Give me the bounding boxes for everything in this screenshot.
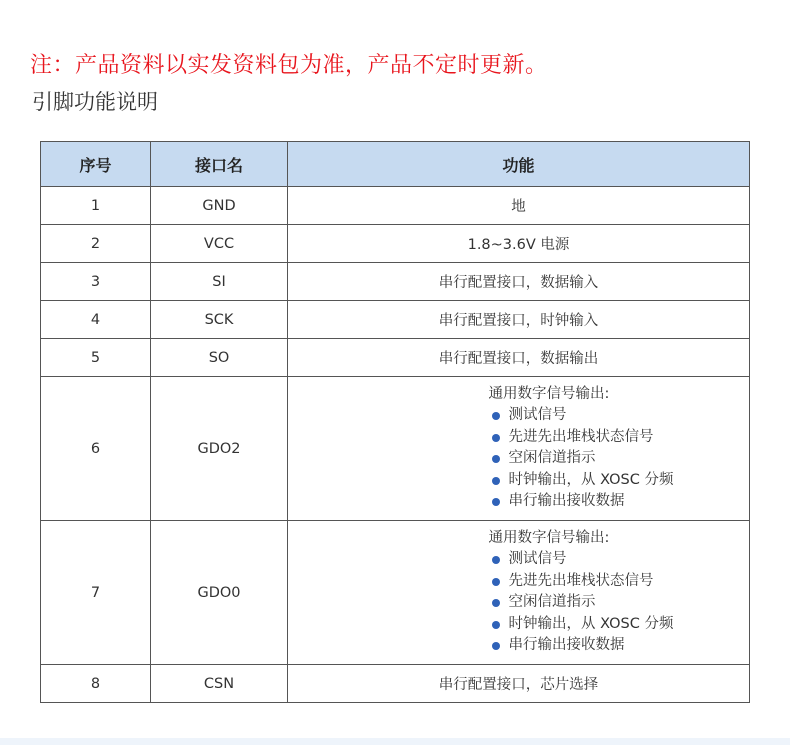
list-item-label: 串行输出接收数据 — [508, 493, 625, 510]
list-item — [489, 614, 674, 636]
list-item — [489, 405, 674, 427]
pin-name: SO — [151, 339, 288, 377]
pin-no: 6 — [41, 377, 151, 521]
function-list-title: 通用数字信号输出: — [488, 386, 610, 403]
list-item-label: 时钟输出，从 XOSC 分频 — [508, 615, 674, 632]
pin-function: 串行配置接口，数据输出 — [288, 339, 750, 377]
function-bullets — [489, 549, 674, 657]
list-item-label: 串行输出接收数据 — [508, 637, 625, 654]
pin-name: GDO0 — [151, 521, 288, 665]
pin-no: 7 — [41, 521, 151, 665]
table-header-row — [41, 142, 750, 187]
pin-function: 地 — [288, 187, 750, 225]
list-item — [489, 571, 674, 593]
bullet-dot-icon — [492, 556, 500, 564]
bullet-dot-icon — [492, 599, 500, 607]
function-list — [489, 384, 674, 513]
list-item-label: 先进先出堆栈状态信号 — [508, 428, 654, 445]
pin-function: 串行配置接口，数据输入 — [288, 263, 750, 301]
header-name: 接口名 — [151, 142, 288, 187]
bullet-dot-icon — [492, 621, 500, 629]
pin-name: VCC — [151, 225, 288, 263]
pin-no: 4 — [41, 301, 151, 339]
list-item — [489, 549, 674, 571]
bullet-dot-icon — [492, 498, 500, 506]
bullet-dot-icon — [492, 434, 500, 442]
pin-function: 串行配置接口，时钟输入 — [288, 301, 750, 339]
table-row — [41, 187, 750, 225]
bottom-band — [0, 738, 790, 745]
table-row — [41, 339, 750, 377]
pin-no: 1 — [41, 187, 151, 225]
function-bullets — [489, 405, 674, 513]
function-list — [489, 528, 674, 657]
header-function: 功能 — [288, 142, 750, 187]
pin-function: 1.8~3.6V 电源 — [288, 225, 750, 263]
bullet-dot-icon — [492, 642, 500, 650]
list-item-label: 时钟输出，从 XOSC 分频 — [508, 471, 674, 488]
notice-text: 注：产品资料以实发资料包为准，产品不定时更新。 — [30, 53, 548, 78]
table-row — [41, 665, 750, 703]
pin-no: 8 — [41, 665, 151, 703]
table-row — [41, 521, 750, 665]
pin-no: 2 — [41, 225, 151, 263]
header-no: 序号 — [41, 142, 151, 187]
list-item — [489, 470, 674, 492]
pin-function: 串行配置接口，芯片选择 — [288, 665, 750, 703]
pin-no: 3 — [41, 263, 151, 301]
table-row — [41, 377, 750, 521]
list-item-label: 测试信号 — [508, 551, 567, 568]
pin-no: 5 — [41, 339, 151, 377]
function-list-title: 通用数字信号输出: — [488, 530, 610, 547]
table-row — [41, 301, 750, 339]
list-item-label: 测试信号 — [508, 407, 567, 424]
pin-name: SCK — [151, 301, 288, 339]
list-item — [489, 427, 674, 449]
table-row — [41, 263, 750, 301]
pin-function — [288, 521, 750, 665]
bullet-dot-icon — [492, 412, 500, 420]
bullet-dot-icon — [492, 455, 500, 463]
list-item-label: 先进先出堆栈状态信号 — [508, 572, 654, 589]
list-item — [489, 635, 674, 657]
list-item — [489, 592, 674, 614]
list-item — [489, 448, 674, 470]
pin-name: CSN — [151, 665, 288, 703]
bullet-dot-icon — [492, 578, 500, 586]
bullet-dot-icon — [492, 477, 500, 485]
list-item-label: 空闲信道指示 — [508, 594, 596, 611]
section-title: 引脚功能说明 — [32, 90, 158, 114]
pin-function-table — [40, 141, 750, 703]
list-item-label: 空闲信道指示 — [508, 450, 596, 467]
table-row — [41, 225, 750, 263]
list-item — [489, 491, 674, 513]
pin-name: SI — [151, 263, 288, 301]
pin-name: GDO2 — [151, 377, 288, 521]
pin-name: GND — [151, 187, 288, 225]
pin-function — [288, 377, 750, 521]
